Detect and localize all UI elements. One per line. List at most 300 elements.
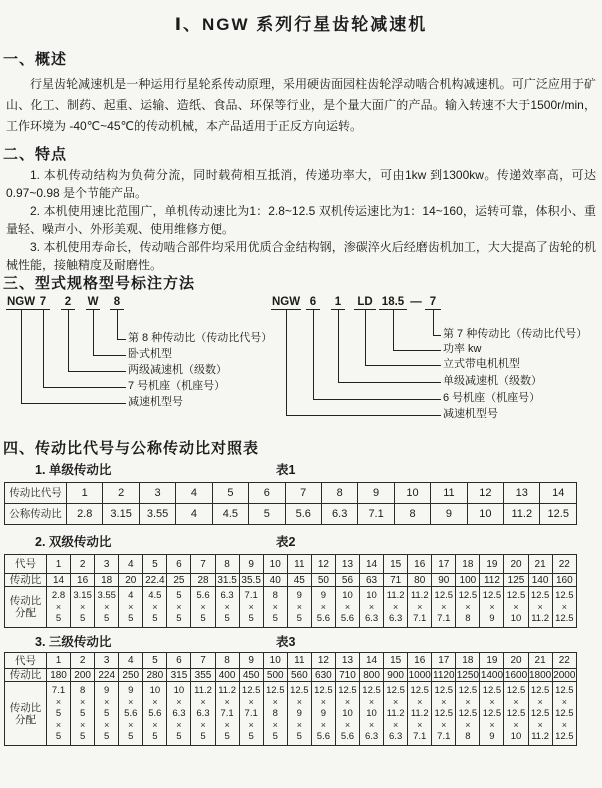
- table-cell: [287, 682, 311, 746]
- ratio-factor: 12.5: [434, 590, 454, 601]
- multiply-sign: ×: [537, 602, 543, 612]
- model-code-symbol: NGW: [271, 296, 301, 308]
- connector-line: [21, 309, 126, 404]
- table3-caption: 表3: [276, 635, 296, 649]
- multiply-sign: ×: [272, 697, 278, 707]
- table-cell: [480, 587, 504, 628]
- multiply-sign: ×: [296, 602, 302, 612]
- table-cell: 22: [552, 653, 576, 669]
- diagram-label: 两级减速机（级数）: [128, 364, 227, 376]
- table-cell: [504, 682, 528, 746]
- ratio-factor: 12.5: [506, 685, 526, 696]
- table-cell: 63: [360, 574, 384, 587]
- table-cell: 9: [239, 653, 263, 669]
- ratio-factor: 11.2: [410, 708, 429, 719]
- table-cell: [335, 682, 359, 746]
- single-stage-ratio-table-host: [4, 482, 602, 525]
- table-cell: 10: [467, 504, 503, 525]
- table1-label: 1. 单级传动比: [35, 463, 112, 477]
- ratio-factor: 12.5: [290, 685, 309, 696]
- ratio-factor: 2.8: [51, 590, 66, 601]
- ratio-factor: 9: [320, 708, 327, 719]
- table-cell: 100: [456, 574, 480, 587]
- ratio-factor: 5: [104, 613, 110, 624]
- ratio-factor: 8: [465, 731, 471, 742]
- ratio-factor: 11.2: [386, 590, 405, 601]
- ratio-factor: 10: [342, 590, 353, 601]
- table-cell: [504, 587, 528, 628]
- multiply-sign: ×: [176, 697, 182, 707]
- multiply-sign: ×: [176, 720, 182, 730]
- multiply-sign: ×: [368, 602, 375, 612]
- ratio-factor: 7.1: [437, 731, 451, 742]
- table-cell: [47, 682, 71, 746]
- ratio-factor: 12.5: [362, 685, 381, 696]
- table-cell: 14: [360, 653, 384, 669]
- table-cell: [456, 587, 480, 628]
- table-cell: 14: [47, 574, 71, 587]
- table-cell: 13: [504, 483, 540, 504]
- multiply-sign: ×: [224, 697, 230, 707]
- table-cell: [335, 587, 359, 628]
- table-cell: 1800: [528, 669, 552, 681]
- ratio-factor: 10: [366, 590, 377, 601]
- multiply-sign: ×: [465, 720, 471, 730]
- table-cell: 140: [528, 574, 552, 587]
- table-cell: 16: [408, 555, 432, 574]
- multiply-sign: ×: [417, 720, 423, 730]
- model-code-symbol: —: [410, 296, 422, 308]
- ratio-factor: 12.5: [555, 685, 574, 696]
- ratio-factor: 12.5: [482, 708, 502, 719]
- row-header-cell: 传动比分配: [5, 587, 47, 628]
- ratio-factor: 11.2: [531, 613, 549, 624]
- table-cell: 7: [191, 653, 215, 669]
- multiply-sign: ×: [79, 720, 86, 730]
- ratio-factor: 10: [510, 613, 522, 624]
- vertical-model-code-diagram: [271, 296, 602, 428]
- multiply-sign: ×: [441, 720, 447, 730]
- three-stage-ratio-table-host: [4, 652, 602, 746]
- diagram-label: 功率 kw: [443, 343, 482, 355]
- table-cell: [360, 682, 384, 746]
- ratio-factor: 7.1: [244, 590, 258, 601]
- ratio-factor: 12.5: [410, 685, 429, 696]
- ratio-factor: 12.5: [458, 590, 478, 601]
- ratio-factor: 5: [224, 613, 230, 624]
- table-cell: 180: [47, 669, 71, 682]
- row-header-cell: 公称传动比: [5, 504, 67, 525]
- table-cell: [360, 587, 384, 628]
- table-cell: 7: [285, 483, 321, 504]
- ratio-factor: 5: [55, 708, 62, 719]
- table-cell: 11.2: [504, 504, 540, 525]
- ratio-factor: 5: [296, 613, 302, 624]
- two-stage-ratio-table: [4, 554, 577, 628]
- table-cell: 20: [119, 574, 143, 587]
- ratio-factor: 12.5: [434, 685, 454, 696]
- table-cell: 8: [394, 504, 430, 525]
- table-cell: [263, 587, 287, 628]
- table-cell: 800: [360, 669, 384, 682]
- multiply-sign: ×: [200, 720, 206, 730]
- table-cell: [528, 682, 552, 746]
- table-cell: 15: [384, 555, 408, 574]
- multiply-sign: ×: [248, 720, 254, 730]
- table-cell: 12: [311, 555, 335, 574]
- table-cell: 900: [384, 669, 408, 682]
- table-cell: [143, 587, 167, 628]
- table2-label-row: [0, 534, 602, 551]
- three-stage-ratio-table: [4, 652, 577, 746]
- ratio-factor: 5: [176, 613, 182, 624]
- table-cell: [311, 682, 335, 746]
- model-code-symbol: 18.5: [379, 296, 407, 310]
- diagram-label: 7 号机座（机座号）: [128, 380, 226, 392]
- ratio-factor: 12.5: [506, 708, 526, 719]
- table-cell: 12: [467, 483, 503, 504]
- ratio-factor: 12.5: [530, 685, 550, 696]
- table-cell: 3: [139, 483, 175, 504]
- table-cell: 5: [249, 504, 285, 525]
- table-cell: [95, 682, 119, 746]
- ratio-factor: 10: [149, 685, 161, 696]
- table-cell: 315: [167, 669, 191, 682]
- multiply-sign: ×: [128, 697, 134, 707]
- section-designation-heading: 三、型式规格型号标注方法: [3, 275, 196, 292]
- multiply-sign: ×: [296, 720, 302, 730]
- ratio-factor: 12.5: [482, 590, 502, 601]
- ratio-factor: 12.5: [530, 708, 550, 719]
- model-code-symbol: 7: [425, 296, 441, 310]
- table-cell: 6: [167, 555, 191, 574]
- table-cell: 8: [321, 483, 357, 504]
- table-cell: 9: [358, 483, 394, 504]
- table-cell: 18: [95, 574, 119, 587]
- multiply-sign: ×: [393, 720, 399, 730]
- table-cell: 3.55: [139, 504, 175, 525]
- ratio-factor: 12.5: [555, 613, 574, 624]
- multiply-sign: ×: [368, 697, 375, 707]
- table-cell: 630: [311, 669, 335, 682]
- ratio-factor: 12.5: [338, 685, 357, 696]
- ratio-factor: 5: [128, 613, 134, 624]
- diagram-label: 卧式机型: [128, 348, 172, 360]
- table-cell: 17: [432, 555, 456, 574]
- multiply-sign: ×: [417, 697, 423, 707]
- table-cell: 8: [215, 555, 239, 574]
- table-cell: 112: [480, 574, 504, 587]
- ratio-factor: 6.3: [220, 590, 234, 601]
- table-cell: 450: [239, 669, 263, 682]
- table-cell: [384, 682, 408, 746]
- table-cell: 2: [71, 653, 95, 669]
- table2-caption: 表2: [276, 535, 296, 549]
- row-header-cell: 代号: [5, 555, 47, 574]
- table-cell: [215, 587, 239, 628]
- ratio-factor: 5: [128, 731, 134, 742]
- multiply-sign: ×: [513, 602, 519, 612]
- model-code-symbol: 1: [331, 296, 345, 310]
- ratio-factor: 5: [55, 613, 62, 624]
- diagram-label: 减速机型号: [443, 408, 498, 420]
- table-cell: 5.6: [285, 504, 321, 525]
- ratio-factor: 5.6: [124, 708, 138, 719]
- table-cell: 28: [191, 574, 215, 587]
- multiply-sign: ×: [128, 602, 134, 612]
- ratio-factor: 5: [224, 731, 230, 742]
- table-cell: 11: [431, 483, 467, 504]
- table-cell: 22.4: [143, 574, 167, 587]
- ratio-factor: 5.6: [196, 590, 210, 601]
- table-cell: 6: [167, 653, 191, 669]
- table-row: [5, 555, 577, 574]
- multiply-sign: ×: [248, 602, 254, 612]
- table-cell: 3: [95, 653, 119, 669]
- ratio-factor: 12.5: [555, 708, 574, 719]
- table-cell: [263, 682, 287, 746]
- multiply-sign: ×: [489, 720, 495, 730]
- table-cell: 1120: [433, 669, 455, 681]
- model-code-symbol: NGW: [6, 296, 36, 308]
- single-stage-ratio-table: [4, 482, 577, 525]
- table-cell: [287, 587, 311, 628]
- table-cell: 11: [287, 653, 311, 669]
- table-cell: 18: [456, 653, 480, 669]
- multiply-sign: ×: [561, 602, 567, 612]
- table-cell: [552, 587, 576, 628]
- diagram-label: 减速机型号: [128, 396, 183, 408]
- row-header-cell: 传动比代号: [5, 483, 67, 504]
- table1-label-row: [0, 462, 602, 479]
- ratio-factor: 9: [128, 685, 134, 696]
- table-cell: 22: [552, 555, 576, 574]
- ratio-factor: 10: [366, 708, 377, 719]
- ratio-factor: 8: [272, 708, 278, 719]
- ratio-factor: 7.1: [244, 708, 258, 719]
- table-cell: 10: [394, 483, 430, 504]
- table-cell: 25: [167, 574, 191, 587]
- table-cell: 355: [191, 669, 215, 682]
- table-cell: 10: [263, 555, 287, 574]
- table-cell: 160: [552, 574, 576, 587]
- table-cell: 200: [71, 669, 95, 682]
- table-cell: 21: [528, 653, 552, 669]
- table-cell: 1000: [408, 669, 431, 681]
- ratio-factor: 9: [296, 590, 302, 601]
- ratio-factor: 9: [489, 613, 495, 624]
- ratio-factor: 5: [200, 613, 206, 624]
- ratio-factor: 5: [104, 731, 110, 742]
- ratio-factor: 5: [272, 613, 278, 624]
- table-row: [5, 587, 577, 628]
- multiply-sign: ×: [344, 720, 351, 730]
- ratio-factor: 5: [79, 613, 86, 624]
- table-cell: 20: [504, 653, 528, 669]
- table-cell: 4: [119, 555, 143, 574]
- multiply-sign: ×: [224, 720, 230, 730]
- table1-caption: 表1: [276, 463, 296, 477]
- ratio-factor: 12.5: [458, 708, 478, 719]
- ratio-factor: 6.3: [364, 731, 379, 742]
- multiply-sign: ×: [561, 720, 567, 730]
- multiply-sign: ×: [537, 697, 543, 707]
- table-cell: 56: [335, 574, 359, 587]
- ratio-factor: 9: [296, 708, 302, 719]
- table-cell: [480, 682, 504, 746]
- table-cell: 1250: [456, 669, 479, 681]
- model-code-symbol: 8: [110, 296, 124, 310]
- table-cell: 17: [432, 653, 456, 669]
- ratio-factor: 10: [173, 685, 185, 696]
- ratio-factor: 8: [79, 685, 86, 696]
- table-cell: 3.15: [103, 504, 139, 525]
- ratio-factor: 12.5: [506, 590, 526, 601]
- multiply-sign: ×: [489, 697, 495, 707]
- table-cell: 31.5: [215, 574, 239, 587]
- multiply-sign: ×: [128, 720, 134, 730]
- ratio-factor: 5.6: [316, 613, 330, 624]
- table-cell: 6.3: [321, 504, 357, 525]
- multiply-sign: ×: [55, 697, 62, 707]
- table-cell: 5: [212, 483, 248, 504]
- multiply-sign: ×: [200, 697, 206, 707]
- ratio-factor: 3.55: [97, 590, 116, 601]
- table-cell: [143, 682, 167, 746]
- row-header-cell: 代号: [5, 653, 47, 669]
- ratio-factor: 12.5: [530, 590, 550, 601]
- multiply-sign: ×: [152, 697, 158, 707]
- ratio-factor: 9: [489, 731, 495, 742]
- table-cell: 45: [287, 574, 311, 587]
- table-cell: 1: [67, 483, 103, 504]
- diagram-label: 第 7 种传动比（传动比代号）: [443, 328, 588, 340]
- table-cell: 13: [335, 555, 359, 574]
- table-cell: 1: [47, 653, 71, 669]
- table-cell: 2000: [553, 669, 576, 681]
- two-stage-ratio-table-host: [4, 554, 602, 628]
- multiply-sign: ×: [152, 720, 158, 730]
- table2-label: 2. 双级传动比: [35, 535, 112, 549]
- ratio-factor: 7.1: [437, 613, 451, 624]
- table-cell: 2.8: [67, 504, 103, 525]
- table-cell: [432, 587, 456, 628]
- table3-label: 3. 三级传动比: [35, 635, 112, 649]
- row-header-cell: 传动比分配: [5, 682, 47, 746]
- table-cell: 500: [263, 669, 287, 682]
- table-cell: [47, 587, 71, 628]
- table-cell: 40: [263, 574, 287, 587]
- multiply-sign: ×: [55, 720, 62, 730]
- section-overview-heading: 一、概述: [3, 51, 68, 68]
- table-cell: 1600: [504, 669, 528, 681]
- multiply-sign: ×: [393, 602, 399, 612]
- table-cell: 1400: [480, 669, 504, 681]
- table-cell: 19: [480, 555, 504, 574]
- table-cell: 12.5: [540, 504, 577, 525]
- multiply-sign: ×: [79, 602, 86, 612]
- diagram-label: 单级减速机（级数）: [443, 375, 542, 387]
- table-cell: 125: [504, 574, 528, 587]
- table-cell: 20: [504, 555, 528, 574]
- ratio-factor: 6.3: [389, 731, 403, 742]
- ratio-factor: 6.3: [364, 613, 379, 624]
- table3-label-row: [0, 634, 602, 651]
- feature-item-1: 1. 本机传动结构为负荷分流，同时载荷相互抵消，传递功率大，可由1kw 到1300kw。传递效率高，可达0.97~0.98 是个节能产品。: [6, 168, 596, 200]
- table-cell: 4.5: [212, 504, 248, 525]
- ratio-factor: 5: [79, 708, 86, 719]
- table-cell: 1: [47, 555, 71, 574]
- table-cell: [167, 682, 191, 746]
- ratio-factor: 7.1: [413, 731, 427, 742]
- ratio-factor: 9: [104, 685, 110, 696]
- table-row: [5, 504, 577, 525]
- ratio-factor: 5: [79, 731, 86, 742]
- table-cell: 560: [287, 669, 311, 682]
- table-cell: [456, 682, 480, 746]
- ratio-factor: 5: [248, 731, 254, 742]
- ratio-factor: 4.5: [148, 590, 162, 601]
- table-cell: [191, 682, 215, 746]
- multiply-sign: ×: [272, 602, 278, 612]
- table-cell: 9: [431, 504, 467, 525]
- row-header-cell: 传动比: [5, 669, 47, 682]
- row-header-cell: 传动比: [5, 574, 47, 587]
- ratio-factor: 12.5: [482, 685, 502, 696]
- table-cell: 11: [287, 555, 311, 574]
- table-cell: 7.1: [358, 504, 394, 525]
- table-cell: 710: [335, 669, 359, 682]
- table-cell: [408, 682, 432, 746]
- table-cell: 16: [71, 574, 95, 587]
- multiply-sign: ×: [79, 697, 86, 707]
- table-row: [5, 574, 577, 587]
- ratio-factor: 5: [176, 590, 182, 601]
- ratio-factor: 5: [104, 708, 110, 719]
- ratio-factor: 11.2: [531, 731, 549, 742]
- ratio-factor: 11.2: [218, 685, 236, 696]
- multiply-sign: ×: [465, 697, 471, 707]
- model-code-symbol: LD: [354, 296, 376, 310]
- multiply-sign: ×: [344, 697, 351, 707]
- ratio-factor: 12.5: [458, 685, 478, 696]
- table-cell: [384, 587, 408, 628]
- multiply-sign: ×: [344, 602, 351, 612]
- table-cell: 2: [103, 483, 139, 504]
- multiply-sign: ×: [248, 697, 254, 707]
- table-cell: 80: [408, 574, 432, 587]
- table-cell: 35.5: [239, 574, 263, 587]
- multiply-sign: ×: [465, 602, 471, 612]
- ratio-factor: 7.1: [220, 708, 234, 719]
- multiply-sign: ×: [393, 697, 399, 707]
- multiply-sign: ×: [417, 602, 423, 612]
- model-code-symbol: W: [87, 296, 99, 308]
- multiply-sign: ×: [224, 602, 230, 612]
- multiply-sign: ×: [561, 697, 567, 707]
- table-cell: [552, 682, 576, 746]
- table-cell: [119, 587, 143, 628]
- ratio-factor: 5.6: [340, 613, 355, 624]
- table-cell: [119, 682, 143, 746]
- ratio-factor: 12.5: [241, 685, 261, 696]
- table-row: [5, 483, 577, 504]
- multiply-sign: ×: [272, 720, 278, 730]
- ratio-factor: 12.5: [555, 590, 574, 601]
- table-cell: 9: [239, 555, 263, 574]
- ratio-factor: 12.5: [555, 731, 574, 742]
- multiply-sign: ×: [489, 602, 495, 612]
